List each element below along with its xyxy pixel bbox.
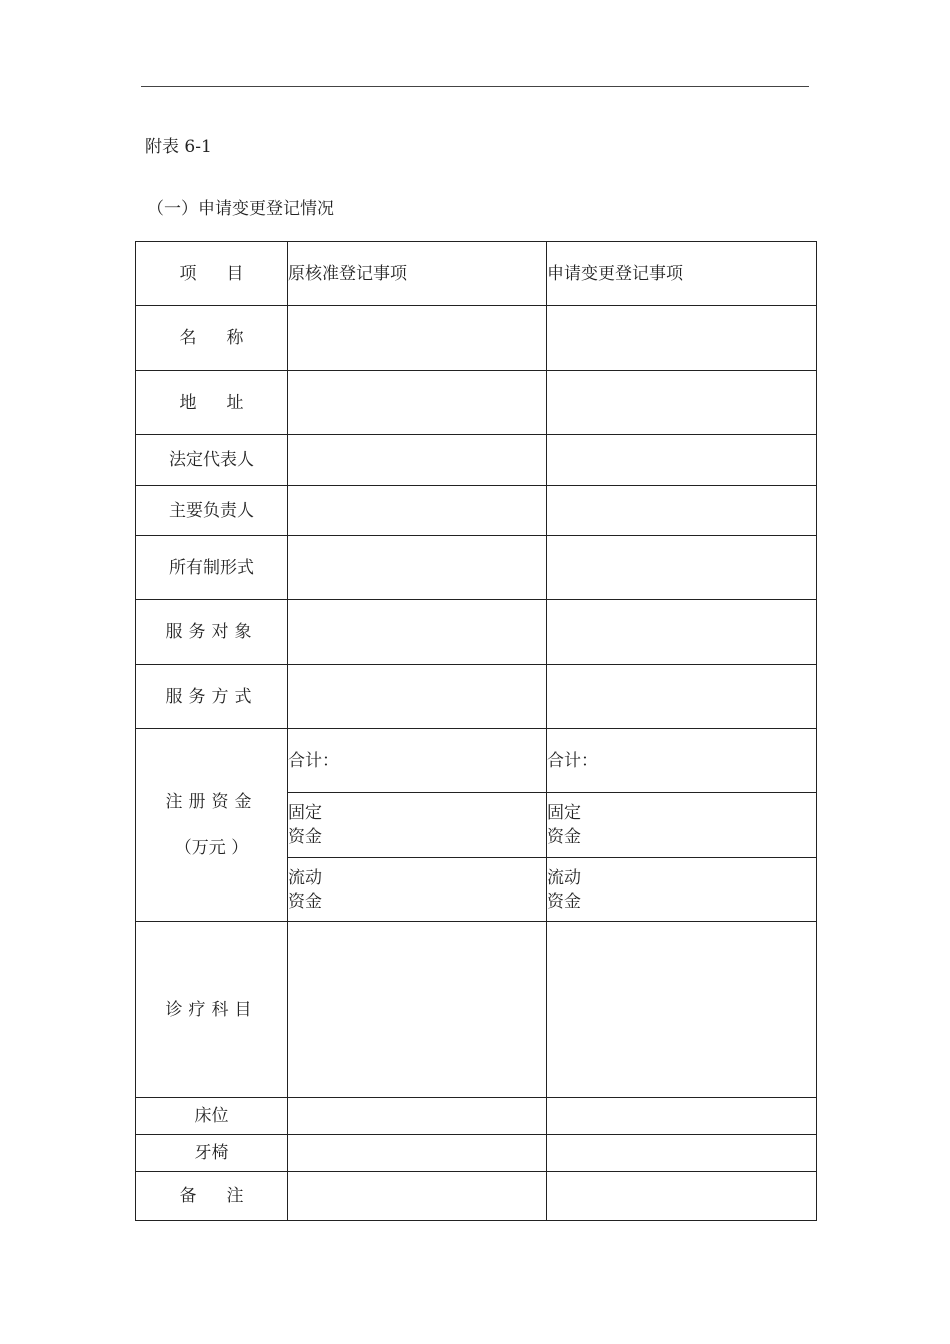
- change-registration-table: [135, 241, 817, 1221]
- capital-total-original-cell[interactable]: 合计：: [288, 729, 547, 793]
- beds-original-cell[interactable]: [288, 1098, 547, 1135]
- ownership-original-cell[interactable]: [288, 536, 547, 600]
- beds-requested-cell[interactable]: [547, 1098, 817, 1135]
- row-label-dental-chairs: 牙椅: [136, 1135, 288, 1172]
- row-label-capital: [136, 729, 288, 922]
- address-original-cell[interactable]: [288, 371, 547, 435]
- table-row-service-mode: [136, 665, 817, 729]
- name-requested-cell[interactable]: [547, 306, 817, 371]
- row-label-service-mode: 服务方式: [136, 665, 288, 729]
- appendix-label: 附表 6-1: [145, 137, 212, 157]
- service-mode-requested-cell[interactable]: [547, 665, 817, 729]
- principal-original-cell[interactable]: [288, 486, 547, 536]
- capital-fixed-requested-cell[interactable]: 固定 资金: [547, 793, 817, 858]
- service-mode-original-cell[interactable]: [288, 665, 547, 729]
- capital-fixed-original-cell[interactable]: 固定 资金: [288, 793, 547, 858]
- row-label-ownership: 所有制形式: [136, 536, 288, 600]
- service-target-requested-cell[interactable]: [547, 600, 817, 665]
- table-row-departments: [136, 922, 817, 1098]
- header-requested: 申请变更登记事项: [547, 242, 817, 306]
- principal-requested-cell[interactable]: [547, 486, 817, 536]
- capital-unit-label: （万元 ）: [174, 838, 249, 858]
- table-row-address: [136, 371, 817, 435]
- row-label-legal-rep: 法定代表人: [136, 435, 288, 486]
- capital-total-requested-cell[interactable]: 合计：: [547, 729, 817, 793]
- capital-floating-requested-cell[interactable]: 流动 资金: [547, 858, 817, 922]
- capital-label: 注册资金: [165, 792, 258, 812]
- table-row-dental-chairs: [136, 1135, 817, 1172]
- section-title: （一）申请变更登记情况: [147, 199, 334, 219]
- row-label-remarks: 备 注: [136, 1172, 288, 1221]
- dental-chairs-original-cell[interactable]: [288, 1135, 547, 1172]
- table-row-name: [136, 306, 817, 371]
- row-label-service-target: 服务对象: [136, 600, 288, 665]
- header-rule: [141, 86, 809, 87]
- table-row-legal-rep: [136, 435, 817, 486]
- header-original: 原核准登记事项: [288, 242, 547, 306]
- departments-requested-cell[interactable]: [547, 922, 817, 1098]
- table-row-principal: [136, 486, 817, 536]
- row-label-principal: 主要负责人: [136, 486, 288, 536]
- table-row-service-target: [136, 600, 817, 665]
- row-label-beds: 床位: [136, 1098, 288, 1135]
- departments-original-cell[interactable]: [288, 922, 547, 1098]
- row-label-address: 地 址: [136, 371, 288, 435]
- address-requested-cell[interactable]: [547, 371, 817, 435]
- remarks-original-cell[interactable]: [288, 1172, 547, 1221]
- remarks-requested-cell[interactable]: [547, 1172, 817, 1221]
- name-original-cell[interactable]: [288, 306, 547, 371]
- ownership-requested-cell[interactable]: [547, 536, 817, 600]
- table-row-remarks: [136, 1172, 817, 1221]
- capital-floating-original-cell[interactable]: 流动 资金: [288, 858, 547, 922]
- service-target-original-cell[interactable]: [288, 600, 547, 665]
- legal-rep-original-cell[interactable]: [288, 435, 547, 486]
- row-label-departments: 诊疗科目: [136, 922, 288, 1098]
- table-row-ownership: [136, 536, 817, 600]
- dental-chairs-requested-cell[interactable]: [547, 1135, 817, 1172]
- table-row-beds: [136, 1098, 817, 1135]
- row-label-name: 名 称: [136, 306, 288, 371]
- header-item: 项 目: [136, 242, 288, 306]
- table-header-row: [136, 242, 817, 306]
- legal-rep-requested-cell[interactable]: [547, 435, 817, 486]
- table-row-capital-total: [136, 729, 817, 793]
